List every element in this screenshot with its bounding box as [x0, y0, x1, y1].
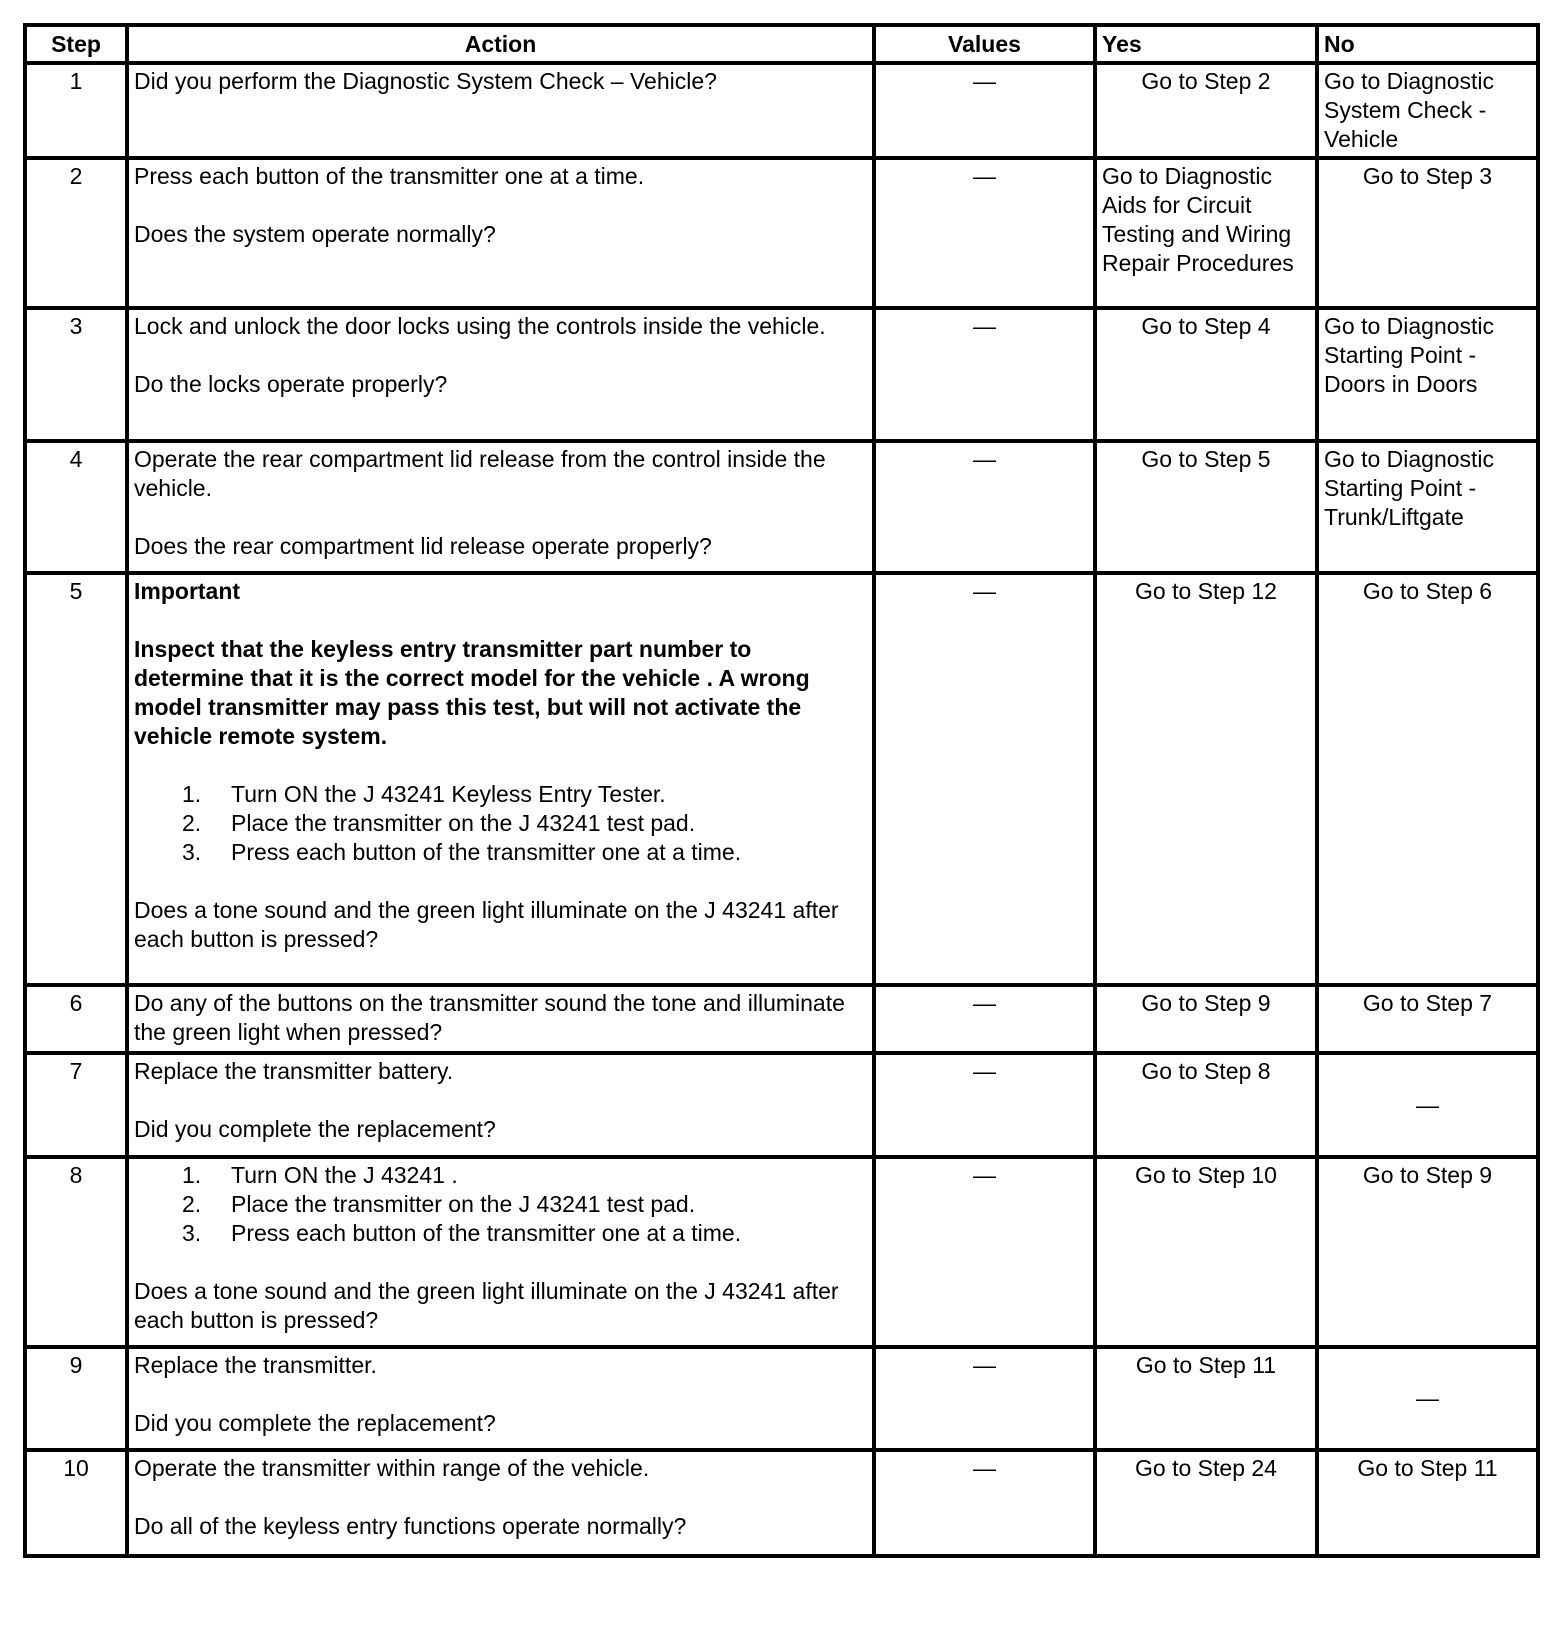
step-number: 5: [25, 573, 127, 985]
action-cell: [127, 63, 874, 158]
values-cell: —: [874, 308, 1095, 441]
table-row: [25, 1347, 1538, 1450]
step-number: 6: [25, 985, 127, 1053]
action-text: Press each button of the transmitter one at a time.: [134, 163, 645, 189]
no-result: Go to Diagnostic Starting Point - Doors in Doors: [1317, 308, 1538, 441]
action-cell: [127, 1450, 874, 1556]
action-cell: [127, 985, 874, 1053]
diagnostic-table: [23, 23, 1540, 1558]
step-number: 4: [25, 441, 127, 573]
action-step-item: [134, 838, 867, 867]
step-number: 2: [25, 158, 127, 308]
action-step-item: [134, 809, 867, 838]
values-cell: —: [874, 441, 1095, 573]
action-text: Replace the transmitter battery.: [134, 1058, 454, 1084]
table-row: [25, 573, 1538, 985]
action-text: Does the system operate normally?: [134, 221, 496, 247]
values-cell: —: [874, 573, 1095, 985]
yes-result: Go to Step 12: [1095, 573, 1317, 985]
values-cell: —: [874, 1450, 1095, 1556]
values-cell: —: [874, 63, 1095, 158]
yes-result: Go to Diagnostic Aids for Circuit Testing and Wiring Repair Procedures: [1095, 158, 1317, 308]
no-result: —: [1317, 1347, 1538, 1450]
action-cell: [127, 441, 874, 573]
step-number: 7: [25, 1053, 127, 1157]
header-action: Action: [127, 25, 874, 63]
action-text: Operate the rear compartment lid release from the control inside the vehicle.: [134, 446, 826, 501]
action-text: Does the rear compartment lid release operate properly?: [134, 533, 712, 559]
important-note: Inspect that the keyless entry transmitter part number to determine that it is the correct model for the vehicle . A wrong model transmitter may pass this test, but will not activate the vehicle remote system.: [134, 636, 810, 749]
table-row: [25, 441, 1538, 573]
header-no: No: [1317, 25, 1538, 63]
list-item-text: Press each button of the transmitter one at a time.: [231, 1220, 742, 1246]
table-row: [25, 985, 1538, 1053]
table-row: [25, 308, 1538, 441]
header-row: [25, 25, 1538, 63]
values-cell: —: [874, 985, 1095, 1053]
no-result: Go to Step 3: [1317, 158, 1538, 308]
values-cell: —: [874, 1053, 1095, 1157]
yes-result: Go to Step 24: [1095, 1450, 1317, 1556]
list-item-text: Place the transmitter on the J 43241 test pad.: [231, 810, 696, 836]
no-result: Go to Step 7: [1317, 985, 1538, 1053]
action-cell: [127, 1053, 874, 1157]
action-cell: [127, 308, 874, 441]
header-step: Step: [25, 25, 127, 63]
yes-result: Go to Step 10: [1095, 1157, 1317, 1347]
action-text: Lock and unlock the door locks using the controls inside the vehicle.: [134, 313, 826, 339]
list-item-text: Press each button of the transmitter one at a time.: [231, 839, 742, 865]
list-number: 2.: [182, 810, 202, 836]
list-number: 3.: [182, 1220, 202, 1246]
no-result: —: [1317, 1053, 1538, 1157]
action-step-item: [134, 1190, 867, 1219]
action-text: Do any of the buttons on the transmitter sound the tone and illuminate the green light when pressed?: [134, 990, 845, 1045]
yes-result: Go to Step 5: [1095, 441, 1317, 573]
step-number: 9: [25, 1347, 127, 1450]
action-step-item: [134, 1219, 867, 1248]
values-cell: —: [874, 1347, 1095, 1450]
values-cell: —: [874, 158, 1095, 308]
table-row: [25, 1157, 1538, 1347]
list-number: 1.: [182, 781, 202, 807]
no-result: Go to Diagnostic System Check - Vehicle: [1317, 63, 1538, 158]
header-values: Values: [874, 25, 1095, 63]
no-result: Go to Step 6: [1317, 573, 1538, 985]
table-row: [25, 1053, 1538, 1157]
list-item-text: Turn ON the J 43241 Keyless Entry Tester.: [231, 781, 666, 807]
no-result: Go to Step 11: [1317, 1450, 1538, 1556]
list-item-text: Place the transmitter on the J 43241 test pad.: [231, 1191, 696, 1217]
no-result: Go to Step 9: [1317, 1157, 1538, 1347]
values-cell: —: [874, 1157, 1095, 1347]
action-text: Replace the transmitter.: [134, 1352, 377, 1378]
action-cell: [127, 1347, 874, 1450]
action-text: Did you perform the Diagnostic System Check – Vehicle?: [134, 68, 717, 94]
list-number: 3.: [182, 839, 202, 865]
action-cell: [127, 1157, 874, 1347]
table-row: [25, 1450, 1538, 1556]
action-text: Do all of the keyless entry functions operate normally?: [134, 1513, 687, 1539]
list-item-text: Turn ON the J 43241 .: [231, 1162, 458, 1188]
step-number: 1: [25, 63, 127, 158]
important-heading: Important: [134, 578, 241, 604]
action-text: Did you complete the replacement?: [134, 1410, 496, 1436]
step-number: 10: [25, 1450, 127, 1556]
action-text: Does a tone sound and the green light illuminate on the J 43241 after each button is pressed?: [134, 897, 839, 952]
yes-result: Go to Step 4: [1095, 308, 1317, 441]
no-result: Go to Diagnostic Starting Point - Trunk/Liftgate: [1317, 441, 1538, 573]
table-row: [25, 63, 1538, 158]
action-text: Did you complete the replacement?: [134, 1116, 496, 1142]
action-text: Do the locks operate properly?: [134, 371, 448, 397]
action-cell: [127, 158, 874, 308]
step-number: 8: [25, 1157, 127, 1347]
action-cell: [127, 573, 874, 985]
list-number: 1.: [182, 1162, 202, 1188]
action-step-item: [134, 1161, 867, 1190]
action-steps-list: [134, 1161, 867, 1248]
step-number: 3: [25, 308, 127, 441]
yes-result: Go to Step 8: [1095, 1053, 1317, 1157]
table-row: [25, 158, 1538, 308]
yes-result: Go to Step 11: [1095, 1347, 1317, 1450]
action-text: Operate the transmitter within range of the vehicle.: [134, 1455, 650, 1481]
action-step-item: [134, 780, 867, 809]
action-steps-list: [134, 780, 867, 867]
action-text: Does a tone sound and the green light illuminate on the J 43241 after each button is pressed?: [134, 1278, 839, 1333]
header-yes: Yes: [1095, 25, 1317, 63]
list-number: 2.: [182, 1191, 202, 1217]
yes-result: Go to Step 2: [1095, 63, 1317, 158]
yes-result: Go to Step 9: [1095, 985, 1317, 1053]
